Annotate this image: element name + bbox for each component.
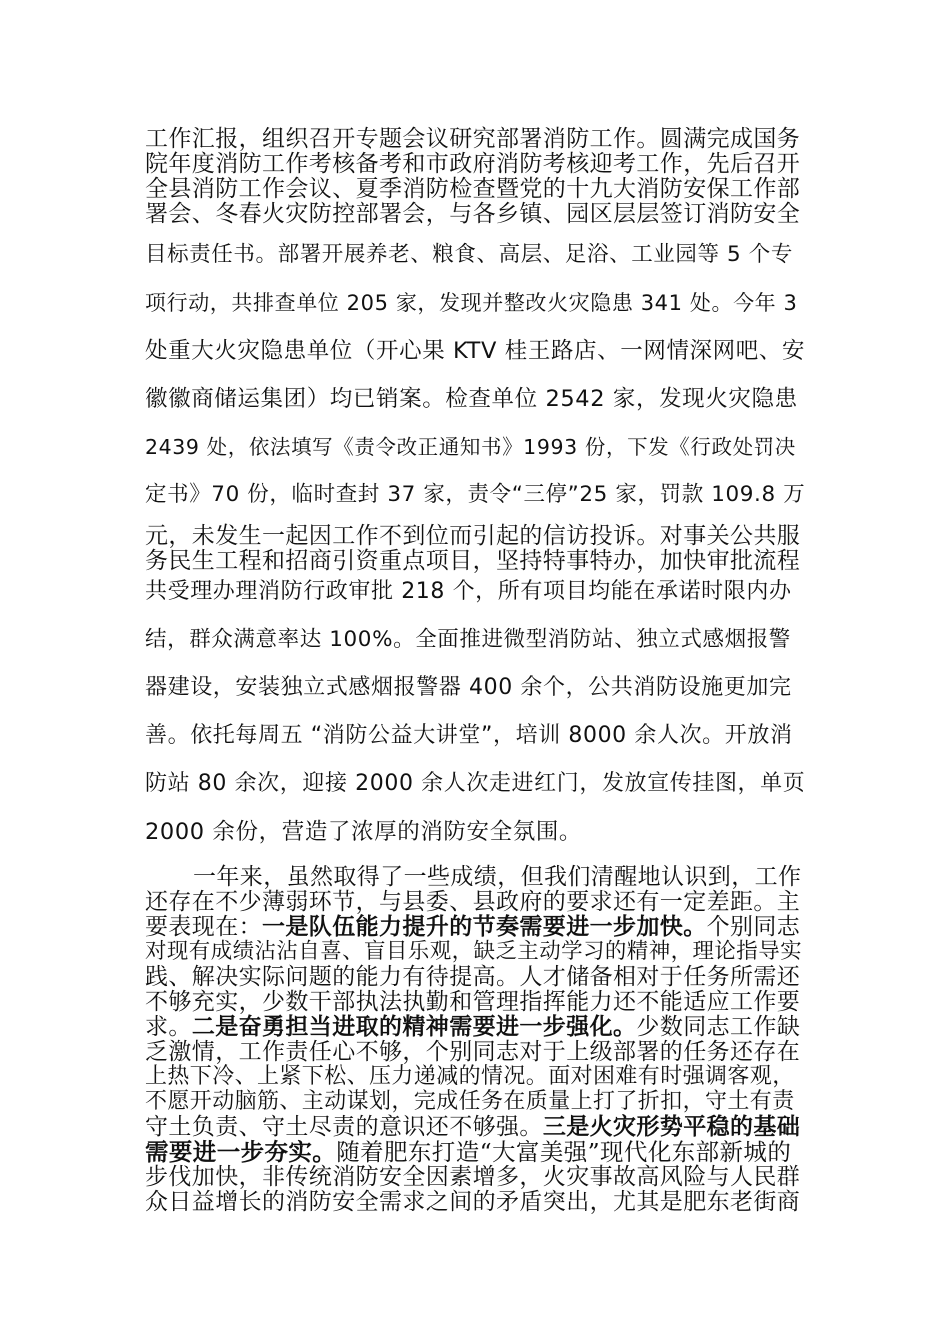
text-run: 少数同志工作缺	[636, 1014, 801, 1040]
text-line: 对现有成绩沾沾自喜、盲目乐观，缺乏主动学习的精神，理论指导实	[145, 939, 803, 964]
text-line: 步伐加快，非传统消防安全因素增多，火灾事故高风险与人民群	[145, 1164, 801, 1190]
text-line: 院年度消防工作考核备考和市政府消防考核迎考工作，先后召开	[145, 151, 801, 177]
text-line: 项行动，共排查单位 205 家，发现并整改火灾隐患 341 处。今年 3	[145, 291, 798, 315]
text-line: 还存在不少薄弱环节，与县委、县政府的要求还有一定差距。主	[145, 889, 801, 915]
text-line: 践、解决实际问题的能力有待提高。人才储备相对于任务所需还	[145, 964, 801, 990]
text-line: 元，未发生一起因工作不到位而引起的信访投诉。对事关公共服	[145, 523, 801, 549]
text-line: 全县消防工作会议、夏季消防检查暨党的十九大消防安保工作部	[145, 176, 801, 202]
text-line: 工作汇报，组织召开专题会议研究部署消防工作。圆满完成国务	[145, 126, 801, 152]
bold-heading-run: 三是火灾形势平稳的基础	[542, 1113, 801, 1140]
text-run: 求。	[145, 1014, 192, 1040]
text-line: 防站 80 余次，迎接 2000 余人次走进红门，发放宣传挂图，单页	[145, 771, 806, 796]
text-line: 共受理办理消防行政审批 218 个，所有项目均能在承诺时限内办	[145, 579, 792, 604]
text-run: 随着肥东打造“大富美强”现代化东部新城的	[336, 1138, 792, 1166]
text-run: 守土负责、守土尽责的意识还不够强。	[145, 1114, 543, 1140]
text-line: 2439 处，依法填写《责令改正通知书》1993 份，下发《行政处罚决	[145, 435, 796, 459]
text-line: 2000 余份，营造了浓厚的消防安全氛围。	[145, 819, 583, 845]
text-run: 个别同志	[706, 914, 801, 940]
text-line: 不够充实，少数干部执法执勤和管理指挥能力还不能适应工作要	[145, 989, 801, 1015]
text-line: 徽徽商储运集团）均已销案。检查单位 2542 家，发现火灾隐患	[145, 386, 798, 412]
text-line: 结，群众满意率达 100%。全面推进微型消防站、独立式感烟报警	[145, 627, 791, 652]
text-line: 乏激情，工作责任心不够，个别同志对于上级部署的任务还存在	[145, 1039, 801, 1065]
paragraph-first-line: 一年来，虽然取得了一些成绩，但我们清醒地认识到，工作	[193, 864, 802, 890]
bold-heading-run: 二是奋勇担当进取的精神需要进一步强化。	[191, 1013, 637, 1040]
text-line: 务民生工程和招商引资重点项目，坚持特事特办，加快审批流程	[145, 548, 801, 574]
text-line: 善。依托每周五 “消防公益大讲堂”，培训 8000 余人次。开放消	[145, 723, 793, 748]
text-line: 众日益增长的消防安全需求之间的矛盾突出，尤其是肥东老街商	[145, 1189, 801, 1215]
text-line: 目标责任书。部署开展养老、粮食、高层、足浴、工业园等 5 个专	[145, 242, 793, 267]
text-run: 要表现在：	[145, 914, 262, 940]
text-line: 定书》70 份，临时查封 37 家，责令“三停”25 家，罚款 109.8 万	[145, 482, 806, 507]
text-line: 署会、冬春火灾防控部署会，与各乡镇、园区层层签订消防安全	[145, 201, 801, 227]
bold-heading-run: 需要进一步夯实。	[145, 1138, 337, 1166]
text-line: 上热下冷、上紧下松、压力递减的情况。面对困难有时强调客观，	[145, 1064, 795, 1089]
text-line: 不愿开动脑筋、主动谋划，完成任务在质量上打了折扣，守土有责	[145, 1089, 795, 1114]
bold-heading-run: 一是队伍能力提升的节奏需要进一步加快。	[262, 913, 707, 940]
text-line: 处重大火灾隐患单位（开心果 KTV 桂王路店、一网情深网吧、安	[145, 338, 806, 364]
text-line: 器建设，安装独立式感烟报警器 400 余个，公共消防设施更加完	[145, 675, 792, 700]
